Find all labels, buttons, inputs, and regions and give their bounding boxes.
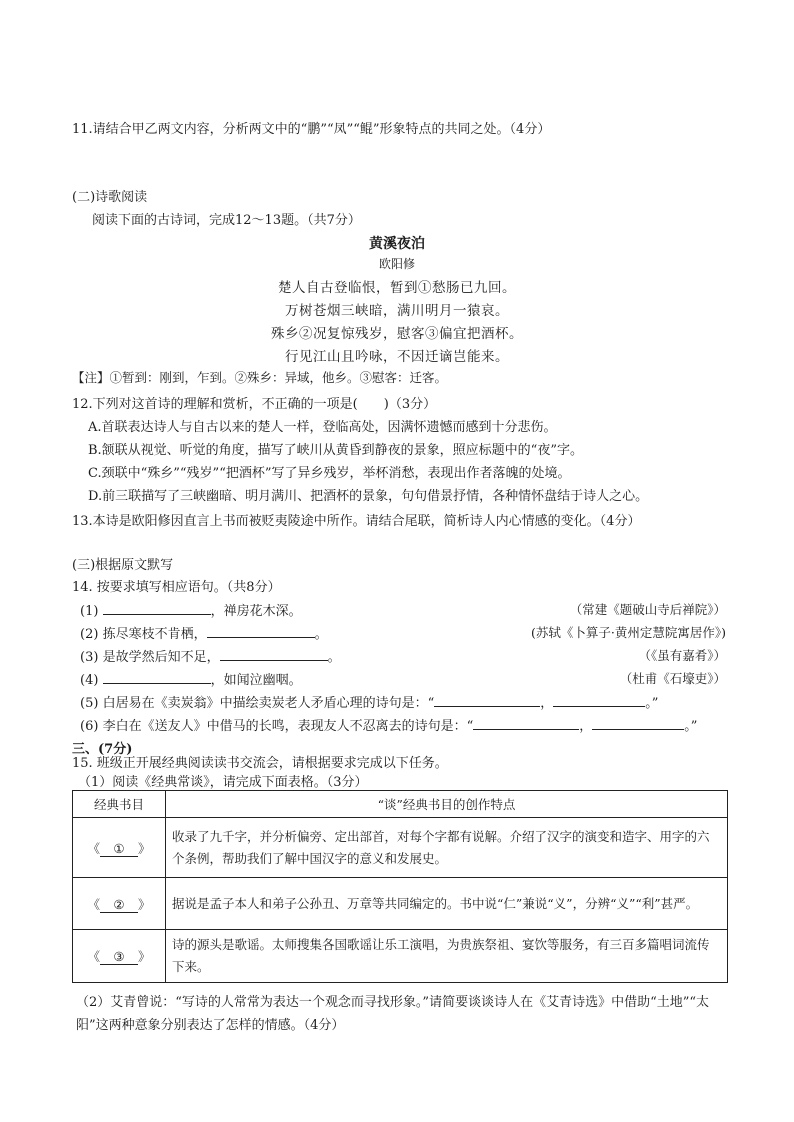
dictation-item-3: (3) 是故学然后知不足， 。 (80, 646, 341, 665)
answer-blank[interactable] (220, 647, 328, 661)
answer-blank[interactable] (103, 601, 211, 615)
answer-blank[interactable] (434, 693, 540, 707)
question-11: 11.请结合甲乙两文内容，分析两文中的“鹏”“凤”“鲲”形象特点的共同之处。（4分） (72, 122, 551, 137)
poem-line: 楚人自古登临恨，暂到①愁肠已九回。 (278, 280, 516, 296)
poetry-intro: 阅读下面的古诗词，完成12～13题。（共7分） (92, 213, 361, 228)
book-answer-blank[interactable]: ③ (100, 949, 138, 965)
description-cell: 收录了九千字，并分析偏旁、定出部首，对每个字都有说解。介绍了汉字的演变和造字、用字的六个条例，帮助我们了解中国汉字的意义和发展史。 (166, 818, 728, 878)
table-header: 经典书目 (73, 791, 166, 818)
table-row (73, 878, 728, 930)
option-b: B.颔联从视觉、听觉的角度，描写了峡川从黄昏到静夜的景象，照应标题中的“夜”字。 (88, 443, 583, 458)
table-row (73, 818, 728, 878)
part-3-heading: 三、(7分) (72, 742, 133, 757)
answer-blank[interactable] (103, 670, 211, 684)
book-cell: 《 ① 》 (73, 818, 166, 878)
poem-author: 欧阳修 (378, 257, 415, 271)
dictation-item-1: (1) ，禅房花木深。 (80, 600, 302, 619)
poem-line: 行见江山且吟咏，不因迁谪岂能来。 (285, 349, 509, 365)
description-cell: 诗的源头是歌谣。太师搜集各国歌谣让乐工演唱，为贵族祭祖、宴饮等服务，有三百多篇唱词流传下来。 (166, 930, 728, 983)
option-a: A.首联表达诗人与自古以来的楚人一样，登临高处，因满怀遗憾而感到十分悲伤。 (88, 420, 557, 435)
table-header: “谈”经典书目的创作特点 (166, 791, 728, 818)
question-13: 13.本诗是欧阳修因直言上书而被贬夷陵途中所作。请结合尾联，简析诗人内心情感的变化。（4分） (72, 514, 641, 529)
dictation-source-1: （常建《题破山寺后禅院》） (569, 602, 726, 617)
poem-note: 【注】①暂到：刚到，乍到。②殊乡：异域，他乡。③慰客：迁客。 (72, 370, 448, 385)
poem-title: 黄溪夜泊 (369, 236, 425, 252)
answer-blank[interactable] (553, 693, 645, 707)
dictation-item-2: (2) 拣尽寒枝不肯栖， 。 (80, 623, 328, 642)
option-c: C.颈联中“殊乡”“残岁”“把酒杯”写了异乡残岁，举杯消愁，表现出作者落魄的处境。 (88, 466, 571, 481)
table-header-row (73, 791, 728, 818)
dictation-item-6: (6) 李白在《送友人》中借马的长鸣，表现友人不忍离去的诗句是：“ ， 。” (80, 715, 697, 734)
question-12: 12.下列对这首诗的理解和赏析，不正确的一项是( )（3分） (72, 397, 437, 412)
dictation-item-5: (5) 白居易在《卖炭翁》中描绘卖炭老人矛盾心理的诗句是：“ ， 。” (80, 692, 658, 711)
answer-blank[interactable] (592, 716, 684, 730)
poem-line: 万树苍烟三峡暗，满川明月一猿哀。 (285, 303, 509, 319)
option-d: D.前三联描写了三峡幽暗、明月满川、把酒杯的景象，句句借景抒情，各种情怀盘结于诗人之心。 (88, 489, 649, 504)
dictation-source-2: (苏轼《卜算子·黄州定慧院寓居作》) (531, 625, 726, 640)
description-cell: 据说是孟子本人和弟子公孙丑、万章等共同编定的。书中说“仁”兼说“义”，分辨“义”“利”甚严。 (166, 878, 728, 930)
dictation-source-3: （《虽有嘉肴》） (638, 648, 726, 663)
question-15-sub-1: （1）阅读《经典常谈》，请完成下面表格。（3分） (78, 775, 368, 790)
table-row (73, 930, 728, 983)
question-15: 15. 班级正开展经典阅读读书交流会，请根据要求完成以下任务。 (72, 756, 448, 771)
book-answer-blank[interactable]: ② (100, 897, 138, 913)
book-cell: 《 ② 》 (73, 878, 166, 930)
answer-blank[interactable] (473, 716, 579, 730)
question-15-sub-2-line-2: 阳”这两种意象分别表达了怎样的情感。（4分） (76, 1018, 345, 1033)
question-14: 14. 按要求填写相应语句。（共8分） (72, 580, 281, 595)
section-heading-dictation: (三)根据原文默写 (72, 558, 174, 573)
poem-line: 殊乡②况复惊残岁，慰客③偏宜把酒杯。 (271, 326, 523, 342)
question-15-sub-2-line-1: （2）艾青曾说：“写诗的人常常为表达一个观念而寻找形象。”请简要谈谈诗人在《艾青诗选》中借助“土地”“太 (76, 995, 710, 1010)
classics-table (72, 790, 728, 983)
answer-blank[interactable] (207, 624, 315, 638)
dictation-item-4: (4) ，如闻泣幽咽。 (80, 669, 302, 688)
book-answer-blank[interactable]: ① (100, 841, 138, 857)
dictation-source-4: （杜甫《石壕吏》） (619, 671, 726, 686)
section-heading-poetry: (二)诗歌阅读 (72, 190, 148, 205)
book-cell: 《 ③ 》 (73, 930, 166, 983)
